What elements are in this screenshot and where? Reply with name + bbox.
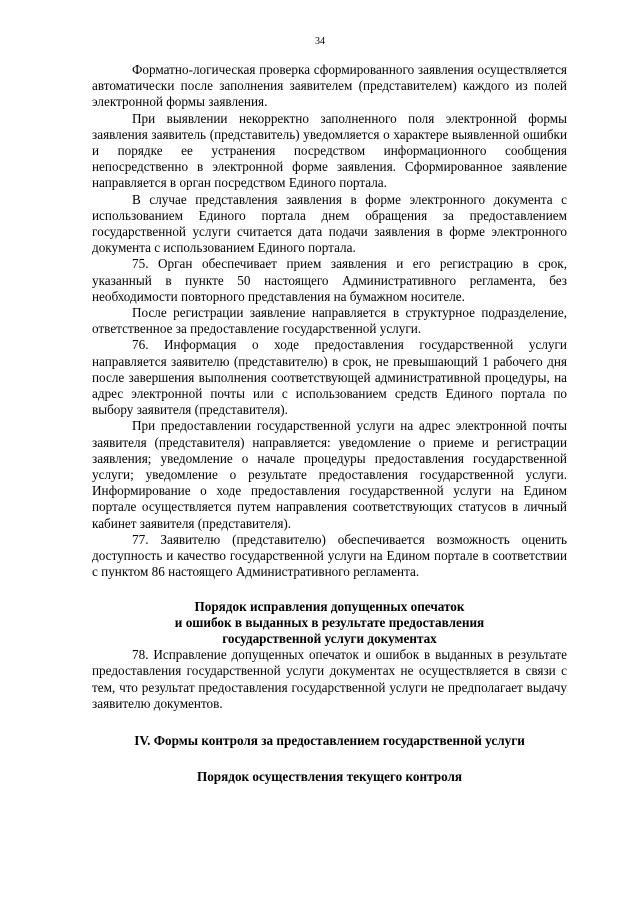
paragraph: 77. Заявителю (представителю) обеспечивается возможность оценить доступность и качество государственной услуги на Едином портале в соответствии с пунктом 86 настоящего Административного регламента.: [92, 531, 567, 580]
paragraph: Форматно-логическая проверка сформированного заявления осуществляется автоматически после заполнения заявителем (представителем) каждого из полей электронной формы заявления.: [92, 62, 567, 110]
page-number: 34: [315, 36, 325, 47]
paragraph: 75. Орган обеспечивает прием заявления и его регистрацию в срок, указанный в пункте 50 настоящего Административного регламента, без необходимости повторного представления на бумажном носителе.: [92, 256, 567, 304]
section-heading: IV. Формы контроля за предоставлением государственной услуги: [134, 732, 525, 748]
paragraph: После регистрации заявление направляется в структурное подразделение, ответственное за предоставление государственной услуги.: [92, 305, 567, 337]
paragraph: При предоставлении государственной услуги на адрес электронной почты заявителя (представителя) направляется: уведомление о приеме и регистрации заявления; уведомление о начале процедуры предоставления государственной услуги; уведомление о результате предоставления государственной услуги. Информирование о ходе предоставления государственной услуги на Едином портале осуществляется путем направления соответствующих статусов в личный кабинет заявителя (представителя).: [92, 418, 567, 531]
paragraph: В случае представления заявления в форме электронного документа с использованием Единого портала днем обращения за предоставлением государственной услуги считается дата подачи заявления в форме электронного документа с использованием Единого портала.: [92, 191, 567, 256]
correction-heading: [92, 599, 567, 648]
correction-heading-line: Порядок исправления допущенных опечаток: [194, 598, 465, 614]
paragraph: 78. Исправление допущенных опечаток и ошибок в выданных в результате предоставления государственной услуги документах не осуществляется в связи с тем, что результат предоставления государственной услуги не предполагает выдачу заявителю документов.: [92, 647, 567, 711]
paragraph: При выявлении некорректно заполненного поля электронной формы заявления заявитель (представитель) уведомляется о характере выявленной ошибки и порядке ее устранения посредством информационного сообщения непосредственно в электронной форме заявления. Сформированное заявление направляется в орган посредством Единого портала.: [92, 110, 567, 191]
correction-heading-line: и ошибок в выданных в результате предоставления: [174, 614, 485, 630]
correction-heading-line: государственной услуги документах: [222, 630, 437, 646]
document-body: [92, 62, 567, 785]
subsection-heading: Порядок осуществления текущего контроля: [196, 769, 463, 785]
paragraph: 76. Информация о ходе предоставления государственной услуги направляется заявителю (представителю) в срок, не превышающий 1 рабочего дня после завершения выполнения соответствующей административной процедуры, на адрес электронной почты или с использованием средств Единого портала по выбору заявителя (представителя).: [92, 337, 567, 418]
